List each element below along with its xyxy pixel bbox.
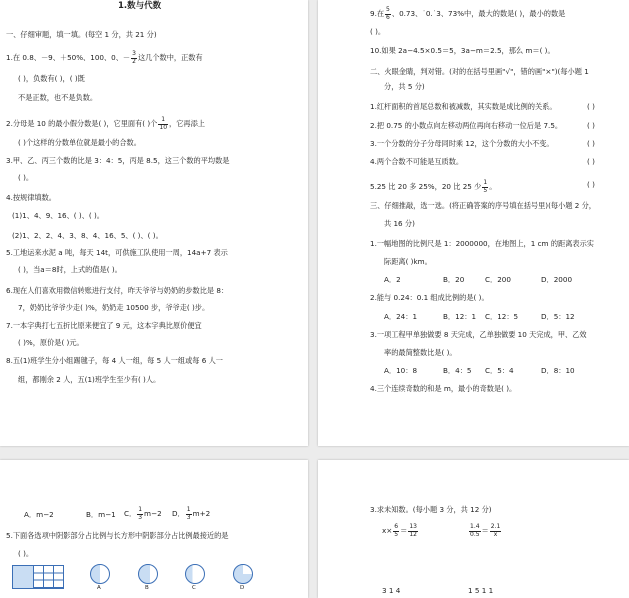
question-3-heading: 3.求未知数。(每小题 3 分，共 12 分) (370, 505, 492, 514)
numerator: 3 (132, 50, 136, 57)
numerator: 5 (386, 6, 390, 13)
question-1-line-3: 不是正数，也不是负数。 (18, 93, 98, 102)
option-b: B．m−1 (86, 510, 116, 519)
question-4: 4.按规律填数。 (6, 193, 56, 202)
choice-1-line-1: 1.一幅地图的比例尺是 1：2000000，在地图上，1 cm 的距离表示实 (370, 239, 594, 248)
option-c: C．12：5 (485, 312, 519, 321)
option-text: m+2 (192, 509, 211, 518)
question-5-line-1: 5.下面各选项中阴影部分占比例与长方形中阴影部分占比例最接近的是 (6, 531, 229, 540)
option-text: D． (172, 509, 185, 518)
option-c: C．200 (485, 275, 511, 284)
circle-figure-b (138, 564, 158, 584)
numerator: 1.4 (470, 523, 480, 530)
numerator: 6 (394, 523, 399, 530)
question-text: 1.在 0.8、－9、＋50%、100、0、－ (6, 53, 131, 62)
question-text: 这几个数中，正数有 (137, 53, 203, 62)
question-6-line-1: 6.现在人们喜欢用微信转账进行支付，昨天爷爷与奶奶的步数比是 8： (6, 286, 229, 295)
question-10: 10.如果 2a−4.5×0.5＝5，3a−m＝2.5，那么 m＝( )。 (370, 46, 555, 55)
section-heading-3-line-1: 三、仔细推敲，选一选。(将正确答案的序号填在括号里)(每小题 2 分， (370, 201, 596, 210)
answer-paren: ( ) (587, 157, 595, 166)
fraction (385, 7, 391, 21)
choice-1-line-2: 际距离( )km。 (384, 257, 432, 266)
section-heading-1: 一、仔细审题，填一填。(每空 1 分，共 21 分) (6, 30, 157, 39)
equation-text: ＝ (481, 526, 489, 535)
numerator: 13 (409, 523, 417, 530)
denominator: x (493, 530, 498, 538)
section-heading-3-line-2: 共 16 分) (384, 219, 415, 228)
option-d (172, 507, 210, 521)
question-text: 、0.73、˙0.˙3、73%中，最大的数是( )，最小的数是 (391, 9, 566, 18)
fraction (131, 51, 137, 65)
question-4-part-1: (1)1、4、9、16、( )、( )。 (12, 211, 104, 220)
answer-paren: ( ) (587, 139, 595, 148)
numerator: 1 (158, 117, 168, 125)
fraction (469, 524, 481, 538)
option-c: C．5：4 (485, 366, 514, 375)
circle-figure-d (233, 564, 253, 584)
choice-3-line-1: 3.一项工程甲单独做要 8 天完成，乙单独做要 10 天完成，甲、乙效 (370, 330, 587, 339)
equation-2 (468, 524, 502, 538)
denominator: 3 (186, 513, 191, 521)
section-title: 1.数与代数 (118, 1, 162, 11)
option-b: B．20 (443, 275, 465, 284)
option-a: A．10：8 (384, 366, 418, 375)
question-text: 2.分母是 10 的最小假分数是( )，它里面有( )个 (6, 119, 158, 128)
denominator: 2 (132, 57, 136, 65)
figure-label-c: C (192, 585, 196, 591)
denominator: 0.5 (470, 530, 480, 538)
option-a: A．24：1 (384, 312, 418, 321)
option-text: m−2 (144, 509, 162, 518)
judge-item-3: 3.一个分数的分子分母同时乘 12，这个分数的大小不变。 (370, 139, 554, 148)
fraction (490, 524, 502, 538)
question-5-line-2: ( )。 (18, 549, 34, 558)
document-page-1 (0, 0, 308, 446)
equation-text: x× (382, 526, 393, 535)
question-9-line-2: ( )。 (370, 27, 386, 36)
question-7-line-1: 7.一本字典打七五折比原来便宜了 9 元，这本字典比原价便宜 (6, 321, 202, 330)
fraction (482, 180, 488, 194)
question-5-line-2: ( )，当a＝8时，上式的值是( )。 (18, 265, 122, 274)
judge-item-2: 2.把 0.75 的小数点向左移动两位再向右移动一位后是 7.5。 (370, 121, 563, 130)
question-2-line-2: ( )个这样的分数单位就是最小的合数。 (18, 138, 141, 147)
equation-text: ＝ (400, 526, 408, 535)
option-d: D．5：12 (541, 312, 575, 321)
shaded-rectangle-figure (12, 565, 64, 589)
denominator: 5 (394, 530, 399, 538)
option-a: A．m−2 (24, 510, 54, 519)
document-page-2 (318, 0, 629, 446)
figure-label-b: B (145, 585, 149, 591)
section-heading-2-line-2: 分，共 5 分) (384, 82, 425, 91)
question-3-line-2: ( )。 (18, 173, 34, 182)
question-text: 9.在 (370, 9, 385, 18)
answer-paren: ( ) (587, 121, 595, 130)
fraction (393, 524, 399, 538)
option-c (124, 507, 162, 521)
fraction (137, 507, 143, 521)
question-6-line-2: 7，奶奶比爷爷少走( )%，奶奶走 10500 步，爷爷走( )步。 (18, 303, 210, 312)
equation-1 (382, 524, 419, 538)
option-text: C． (124, 509, 137, 518)
judge-item-1: 1.红杆面积的首尾总数和被减数，其实数是成比例的关系。 (370, 102, 557, 111)
denominator: 6 (386, 13, 390, 21)
question-text: 。 (489, 182, 497, 191)
denominator: 12 (409, 530, 417, 538)
question-2-line-1 (6, 117, 205, 131)
answer-paren: ( ) (587, 102, 595, 111)
question-7-line-2: ( )%，原价是( )元。 (18, 338, 84, 347)
question-9-line-1 (370, 7, 565, 21)
circle-figure-c (185, 564, 205, 584)
question-1-line-2: ( )，负数有( )，( )既 (18, 74, 85, 83)
choice-2: 2.能与 0.24：0.1 组成比例的是( )。 (370, 293, 489, 302)
numerator: 1 (138, 506, 143, 513)
numerator: 1 (186, 506, 191, 513)
option-a: A．2 (384, 275, 401, 284)
circle-figure-a (90, 564, 110, 584)
question-text: ，它再添上 (169, 119, 205, 128)
figure-label-a: A (97, 585, 101, 591)
question-3-line-1: 3.甲、乙、丙三个数的比是 3：4：5，丙是 8.5，这三个数的平均数是 (6, 156, 230, 165)
question-1-line-1 (6, 51, 203, 65)
fraction (186, 507, 192, 521)
choice-3-line-2: 率的最简整数比是( )。 (384, 348, 457, 357)
judge-item-5 (370, 180, 496, 194)
denominator: 5 (483, 186, 488, 194)
option-d: D．8：10 (541, 366, 575, 375)
option-b: B．12：1 (443, 312, 477, 321)
option-b: B．4：5 (443, 366, 472, 375)
answer-paren: ( ) (587, 180, 595, 189)
option-d: D．2000 (541, 275, 573, 284)
question-8-line-1: 8.五(1)班学生分小组踢毽子，每 4 人一组，每 5 人一组或每 6 人一 (6, 356, 223, 365)
question-8-line-2: 组，都刚余 2 人，五(1)班学生至少有( )人。 (18, 375, 161, 384)
figure-label-d: D (240, 585, 245, 591)
denominator: 3 (138, 513, 143, 521)
fraction (408, 524, 418, 538)
judge-item-4: 4.两个合数不可能是互质数。 (370, 157, 464, 166)
equation-4-partial: 1 5 1 1 (468, 586, 494, 595)
choice-4: 4.三个连续奇数的和是 m，最小的奇数是( )。 (370, 384, 517, 393)
denominator: 10 (159, 123, 168, 131)
numerator: 1 (483, 179, 488, 186)
question-4-part-2: (2)1、2、2、4、3、8、4、16、5、( )、( )。 (12, 231, 163, 240)
question-5-line-1: 5.工地运来水泥 a 吨，每天 14t，可供施工队使用一周，14a+7 表示 (6, 248, 228, 257)
equation-3-partial: 3 1 4 (382, 586, 401, 595)
document-page-4 (318, 460, 629, 598)
numerator: 2.1 (490, 523, 501, 530)
section-heading-2-line-1: 二、火眼金睛，判对错。(对的在括号里画"√"，错的画"×")(每小题 1 (370, 67, 589, 76)
question-text: 5.25 比 20 多 25%，20 比 25 少 (370, 182, 482, 191)
fraction (158, 117, 168, 131)
